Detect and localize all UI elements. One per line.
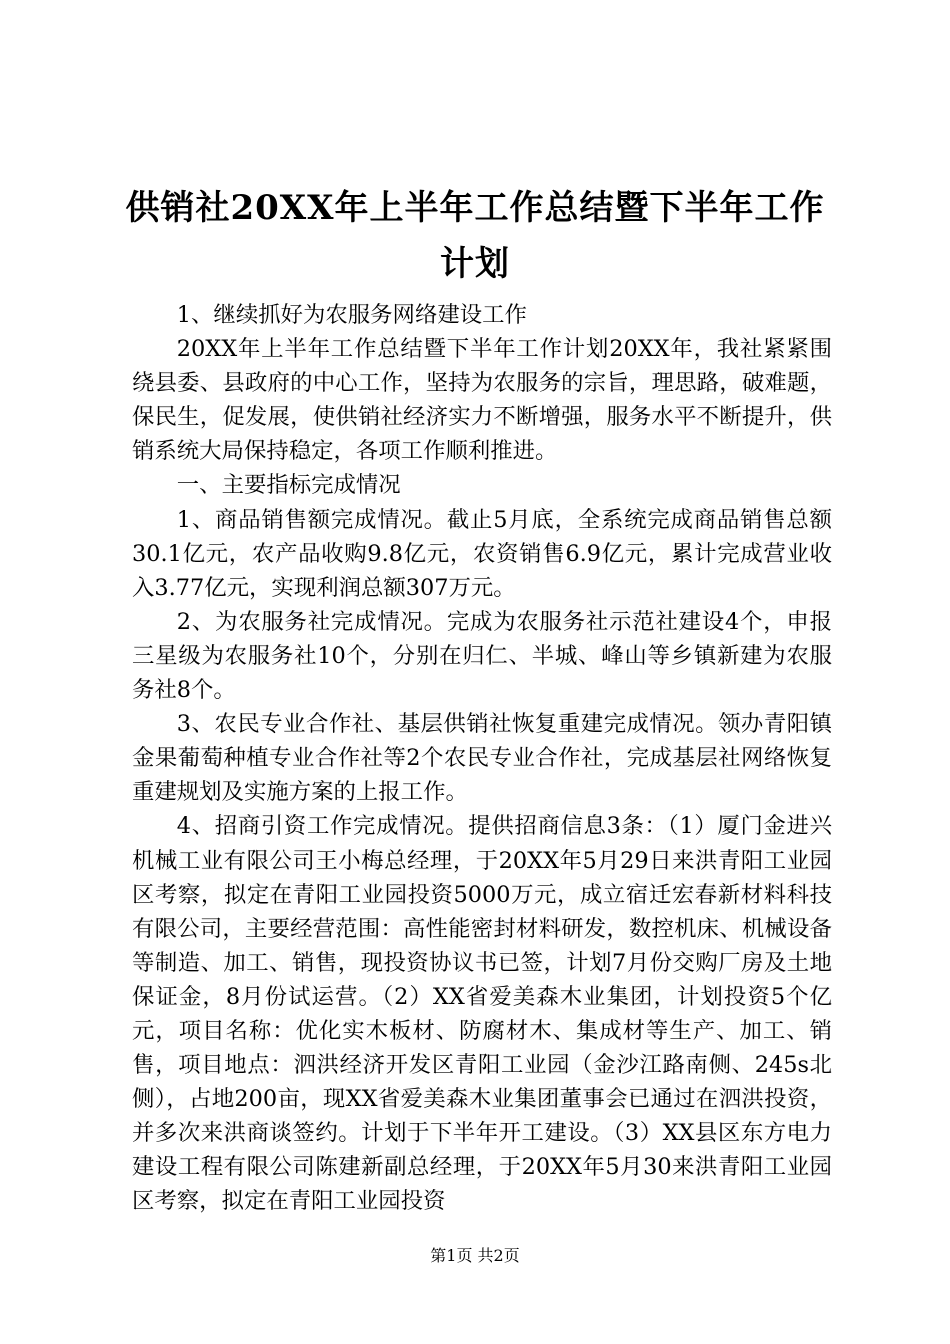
paragraph: 1、继续抓好为农服务网络建设工作	[176, 302, 527, 328]
paragraph: 1、商品销售额完成情况。截止5月底，全系统完成商品销售总额30.1亿元，农产品收购9.8亿元，农资销售6.9亿元，累计完成营业收入3.77亿元，实现利润总额307万元。	[132, 506, 832, 601]
title-line-1: 供销社20XX年上半年工作总结暨下半年工作	[125, 188, 825, 228]
title-line-2: 计划	[440, 244, 510, 284]
page-number-footer: 第1页 共2页	[430, 1246, 520, 1265]
document-title	[110, 180, 840, 292]
paragraph: 4、招商引资工作完成情况。提供招商信息3条：（1）厦门金进兴机械工业有限公司王小梅总经理，于20XX年5月29日来洪青阳工业园区考察，拟定在青阳工业园投资5000万元，成立宿迁宏春新材料科技有限公司，主要经营范围：高性能密封材料研发，数控机床、机械设备等制造、加工、销售，现投资协议书已签，计划7月份交购厂房及土地保证金，8月份试运营。（2）XX省爱美森木业集团，计划投资5个亿元，项目名称：优化实木板材、防腐材木、集成材等生产、加工、销售，项目地点：泗洪经济开发区青阳工业园（金沙江路南侧、245s北侧），占地200亩，现XX省爱美森木业集团董事会已通过在泗洪投资，并多次来洪商谈签约。计划于下半年开工建设。（3）XX县区东方电力建设工程有限公司陈建新副总经理，于20XX年5月30来洪青阳工业园区考察，拟定在青阳工业园投资	[132, 813, 832, 1215]
paragraph: 3、农民专业合作社、基层供销社恢复重建完成情况。领办青阳镇金果葡萄种植专业合作社等2个农民专业合作社，完成基层社网络恢复重建规划及实施方案的上报工作。	[132, 711, 832, 806]
section-heading: 一、主要指标完成情况	[176, 472, 401, 499]
paragraph: 20XX年上半年工作总结暨下半年工作计划20XX年，我社紧紧围绕县委、县政府的中心工作，坚持为农服务的宗旨，理思路，破难题，保民生，促发展，使供销社经济实力不断增强，服务水平不断提升，供销系统大局保持稳定，各项工作顺利推进。	[132, 336, 832, 465]
document-body	[132, 298, 832, 1219]
paragraph: 2、为农服务社完成情况。完成为农服务社示范社建设4个，申报三星级为农服务社10个，分别在归仁、半城、峰山等乡镇新建为农服务社8个。	[132, 608, 832, 704]
